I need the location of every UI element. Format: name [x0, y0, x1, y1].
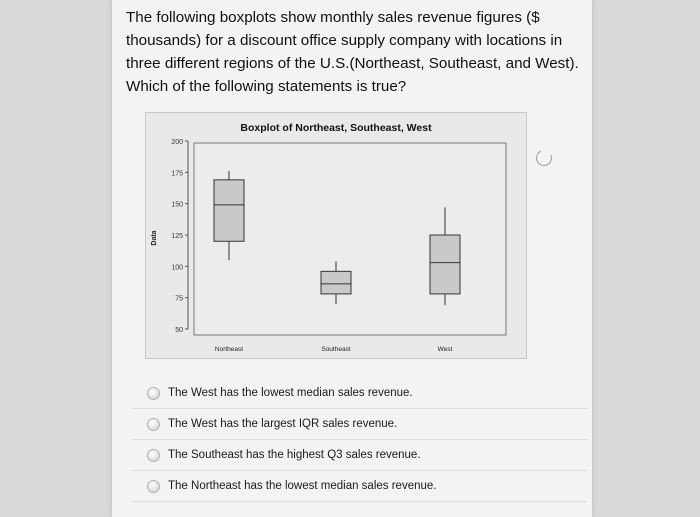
radio-button[interactable] [147, 449, 160, 462]
radio-button[interactable] [147, 418, 160, 431]
option-southeast-highest-q3[interactable] [132, 440, 587, 471]
y-tick-label: 125 [171, 233, 183, 240]
question-card [112, 0, 592, 517]
radio-button[interactable] [147, 387, 160, 400]
boxplot-svg [146, 113, 526, 358]
radio-button[interactable] [147, 480, 160, 493]
southeast-box [321, 271, 351, 294]
y-tick-label: 200 [171, 139, 183, 146]
question-text: The following boxplots show monthly sales revenue figures ($ thousands) for a discount office supply company with locations in three different regions of the U.S.(Northeast, Southeast, and West). Which of the following statements is true? [126, 9, 579, 95]
southeast-category-label: Southeast [321, 346, 351, 353]
option-label: The West has the largest IQR sales revenue. [168, 418, 398, 430]
chart-title: Boxplot of Northeast, Southeast, West [240, 122, 432, 134]
y-tick-label: 100 [171, 264, 183, 272]
option-west-largest-iqr[interactable] [132, 409, 587, 440]
west-box [430, 235, 460, 294]
answer-options [132, 378, 587, 502]
northeast-category-label: Northeast [214, 346, 244, 353]
y-tick-label: 50 [175, 327, 183, 334]
northeast-box [214, 180, 244, 241]
option-label: The West has the lowest median sales revenue. [168, 387, 413, 399]
option-west-lowest-median[interactable] [132, 378, 587, 409]
y-axis-label: Data [151, 230, 158, 246]
option-label: The Southeast has the highest Q3 sales revenue. [168, 449, 421, 461]
west-category-label: West [437, 346, 453, 353]
y-tick-label: 150 [171, 201, 183, 209]
boxplot-chart [145, 112, 527, 359]
option-northeast-lowest-median[interactable] [132, 471, 587, 502]
y-tick-label: 175 [171, 170, 183, 178]
option-label: The Northeast has the lowest median sales revenue. [168, 480, 437, 492]
y-tick-label: 75 [175, 295, 183, 303]
